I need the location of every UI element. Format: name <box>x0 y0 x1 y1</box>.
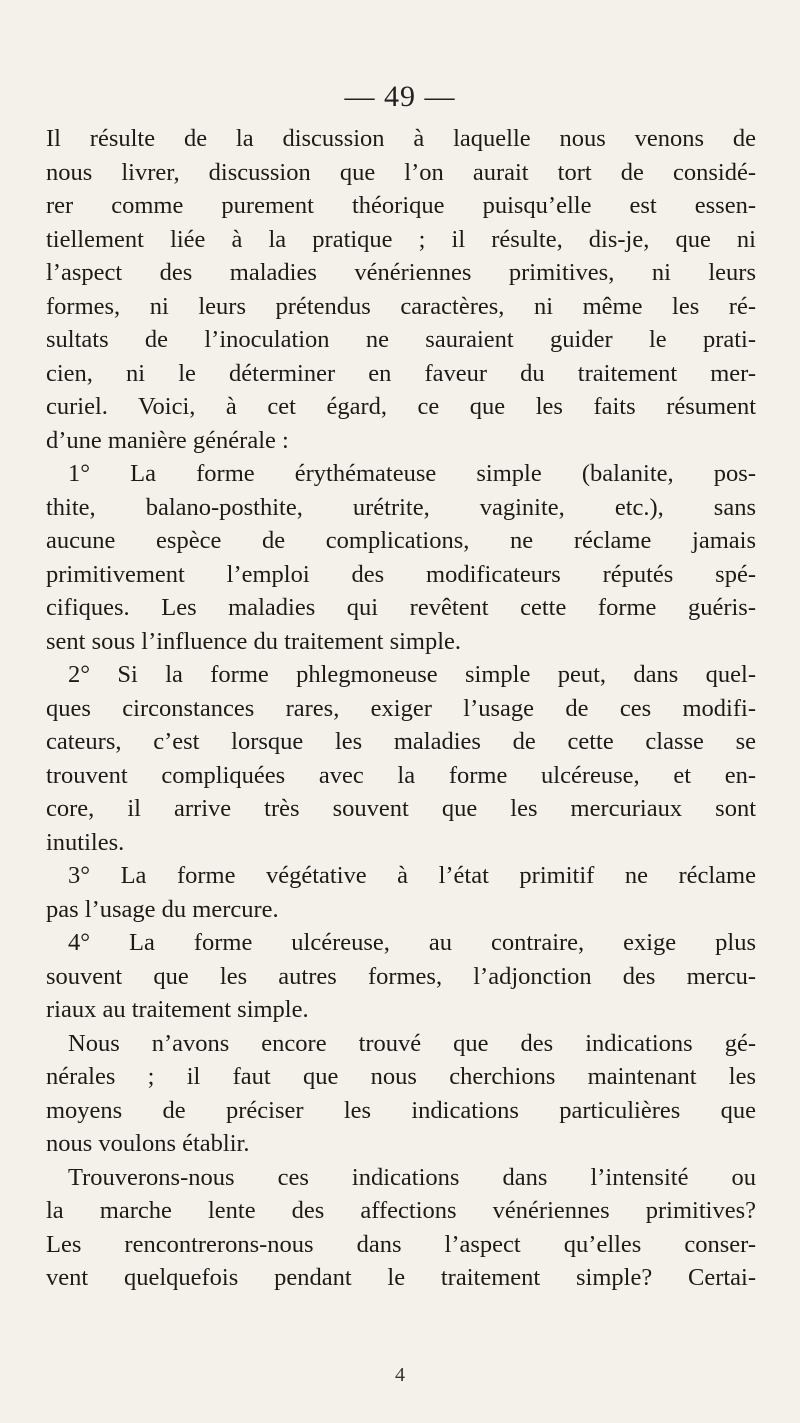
list-item-1: 1° La forme érythémateuse simple (balanite, pos- <box>68 460 756 487</box>
text-line: formes, ni leurs prétendus caractères, ni même les ré- <box>46 292 756 320</box>
text-line: aucune espèce de complications, ne réclame jamais <box>46 527 756 554</box>
text-line: vent quelquefois pendant le traitement simple? Certai- <box>46 1264 756 1291</box>
text-line: riaux au traitement simple. <box>46 996 309 1023</box>
text-line: rer comme purement théorique puisqu’elle est essen- <box>46 192 756 219</box>
page-number: — 49 — <box>344 80 456 113</box>
text-line: cien, ni le déterminer en faveur du traitement mer- <box>46 359 756 387</box>
text-line: sent sous l’influence du traitement simple. <box>46 627 462 655</box>
text-line: tiellement liée à la pratique ; il résulte, dis-je, que ni <box>46 225 756 253</box>
text-line: inutiles. <box>46 828 125 856</box>
printer-signature: 4 <box>395 1364 405 1386</box>
text-line: Les rencontrerons-nous dans l’aspect qu’elles conser- <box>46 1230 756 1258</box>
list-item-2: 2° Si la forme phlegmoneuse simple peut, dans quel- <box>68 661 756 688</box>
text-line: cateurs, c’est lorsque les maladies de cette classe se <box>46 728 756 755</box>
list-item-4: 4° La forme ulcéreuse, au contraire, exige plus <box>68 929 756 956</box>
list-item-3: 3° La forme végétative à l’état primitif ne réclame <box>68 862 756 889</box>
text-line: core, il arrive très souvent que les mercuriaux sont <box>46 795 756 822</box>
paragraph-start: Trouverons-nous ces indications dans l’intensité ou <box>68 1163 756 1191</box>
text-line: la marche lente des affections vénériennes primitives? <box>46 1197 756 1224</box>
text-line: d’une manière générale : <box>46 426 289 454</box>
text-line: cifiques. Les maladies qui revêtent cette forme guéris- <box>46 594 756 621</box>
text-line: pas l’usage du mercure. <box>46 895 279 923</box>
text-line: nous livrer, discussion que l’on aurait tort de considé- <box>46 158 756 186</box>
text-line: nous voulons établir. <box>46 1130 250 1157</box>
text-line: sultats de l’inoculation ne sauraient guider le prati- <box>46 326 756 353</box>
text-line: nérales ; il faut que nous cherchions maintenant les <box>46 1063 756 1090</box>
text-line: primitivement l’emploi des modificateurs réputés spé- <box>46 560 756 588</box>
text-line: ques circonstances rares, exiger l’usage de ces modifi- <box>46 694 756 722</box>
text-line: l’aspect des maladies vénériennes primitives, ni leurs <box>46 259 756 286</box>
text-line: souvent que les autres formes, l’adjonction des mercu- <box>46 962 756 990</box>
paragraph-start: Nous n’avons encore trouvé que des indications gé- <box>68 1029 756 1057</box>
text-line: thite, balano-posthite, urétrite, vaginite, etc.), sans <box>46 493 756 521</box>
text-line: moyens de préciser les indications particulières que <box>46 1096 756 1124</box>
text-line: Il résulte de la discussion à laquelle nous venons de <box>46 125 756 152</box>
text-line: curiel. Voici, à cet égard, ce que les faits résument <box>46 393 756 420</box>
text-line: trouvent compliquées avec la forme ulcéreuse, et en- <box>46 761 756 789</box>
body-text <box>46 122 756 1295</box>
